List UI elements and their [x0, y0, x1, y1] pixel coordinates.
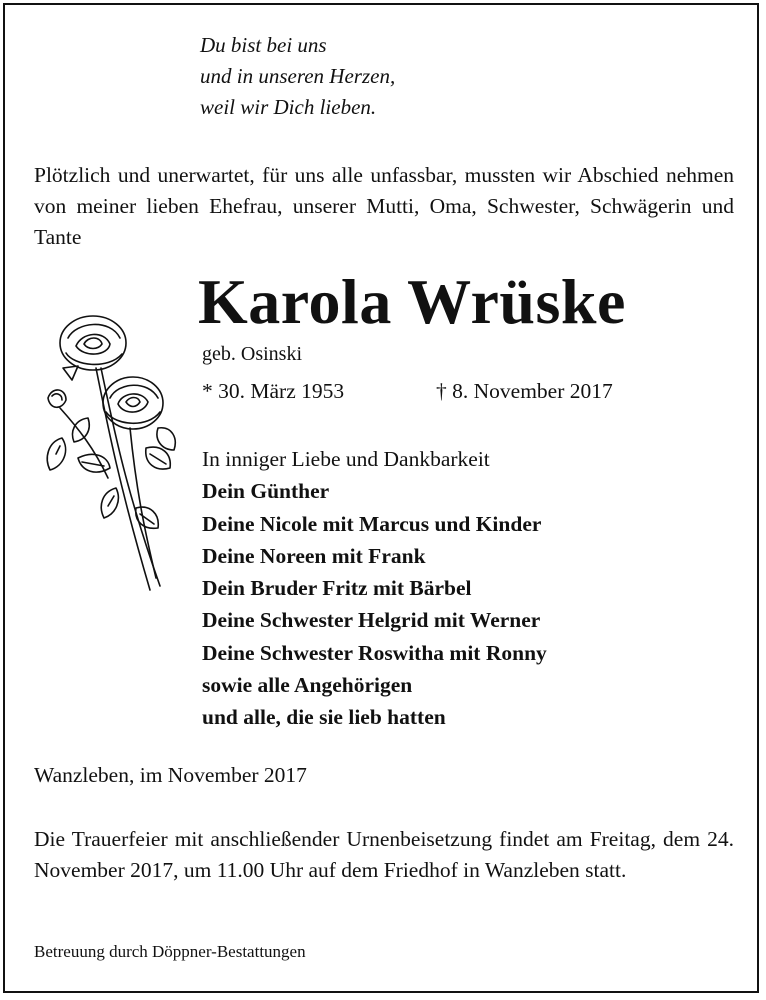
death-date: † 8. November 2017: [436, 379, 613, 403]
mourner-name: sowie alle Angehörigen: [202, 673, 413, 698]
intro-text: Plötzlich und unerwartet, für uns alle unfassbar, mussten wir Abschied nehmen von meiner lieben Ehefrau, unserer Mutti, Oma, Schwester, Schwägerin und Tante: [34, 163, 734, 249]
birth-name: geb. Osinski: [202, 343, 302, 365]
poem-line: und in unseren Herzen,: [200, 64, 396, 88]
poem-line: Du bist bei uns: [200, 33, 327, 57]
mourners-lead: In inniger Liebe und Dankbarkeit: [202, 447, 490, 471]
mourner-name: Deine Noreen mit Frank: [202, 543, 426, 568]
mourner-name: Deine Schwester Roswitha mit Ronny: [202, 640, 547, 665]
roses-illustration-icon: [38, 308, 178, 598]
place-and-date: Wanzleben, im November 2017: [34, 763, 307, 787]
mourner-name: Dein Bruder Fritz mit Bärbel: [202, 576, 472, 601]
deceased-name: Karola Wrüske: [198, 266, 626, 337]
mourner-name: Deine Schwester Helgrid mit Werner: [202, 608, 541, 633]
mourner-name: Deine Nicole mit Marcus und Kinder: [202, 511, 542, 536]
mourner-name: und alle, die sie lieb hatten: [202, 705, 446, 730]
birth-date: * 30. März 1953: [202, 379, 345, 403]
ceremony-details: Die Trauerfeier mit anschließender Urnenbeisetzung findet am Freitag, dem 24. November 2017, um 11.00 Uhr auf dem Friedhof in Wanzleben statt.: [34, 827, 734, 882]
mourners-list: [202, 443, 547, 734]
funeral-home: Betreuung durch Döppner-Bestattungen: [34, 942, 306, 961]
poem: [200, 30, 395, 123]
mourner-name: Dein Günther: [202, 479, 330, 504]
poem-line: weil wir Dich lieben.: [200, 95, 377, 119]
